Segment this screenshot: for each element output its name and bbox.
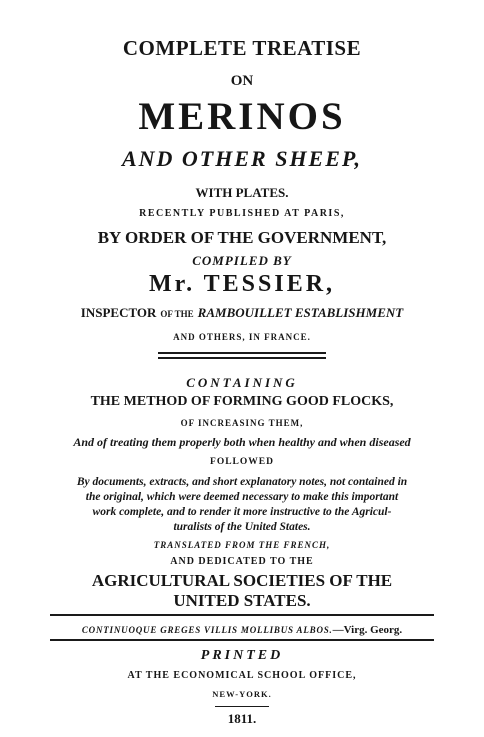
with-plates: WITH PLATES. <box>195 185 289 200</box>
documents-line-4: turalists of the United States. <box>173 521 311 533</box>
compiled-by: COMPILED BY <box>192 253 292 268</box>
quote-source: —Virg. Georg. <box>332 624 403 636</box>
double-rule <box>158 352 326 359</box>
translated-from-french: TRANSLATED FROM THE FRENCH, <box>153 540 331 550</box>
documents-line-1: By documents, extracts, and short explanatory notes, not contained in <box>76 476 408 488</box>
short-rule <box>215 706 269 707</box>
latin-quote: CONTINUOQUE GREGES VILLIS MOLLIBUS ALBOS. <box>81 625 333 635</box>
new-york: NEW-YORK. <box>212 689 272 699</box>
author-name: Mr. TESSIER, <box>148 271 336 297</box>
treating-properly: And of treating them properly both when healthy and when diseased <box>73 435 411 449</box>
containing: CONTAINING <box>186 375 298 390</box>
title-line-on: ON <box>230 73 254 89</box>
title-line-complete-treatise: COMPLETE TREATISE <box>122 36 362 60</box>
documents-line-3: work complete, and to render it more instructive to the Agricul- <box>92 506 392 518</box>
rule-below-quote <box>50 639 434 641</box>
and-others-in-france: AND OTHERS, IN FRANCE. <box>173 332 311 342</box>
rambouillet-establishment: RAMBOUILLET ESTABLISHMENT <box>197 305 404 320</box>
rule-above-quote <box>50 614 434 616</box>
recently-published: RECENTLY PUBLISHED AT PARIS, <box>139 208 345 219</box>
followed: FOLLOWED <box>210 457 274 467</box>
documents-line-2: the original, which were deemed necessary to make this important <box>85 491 399 503</box>
by-order-of-government: BY ORDER OF THE GOVERNMENT, <box>97 228 387 247</box>
printed: PRINTED <box>200 648 284 663</box>
method-of-forming-flocks: THE METHOD OF FORMING GOOD FLOCKS, <box>90 394 394 409</box>
agricultural-societies: AGRICULTURAL SOCIETIES OF THE <box>91 571 393 590</box>
title-other-sheep: AND OTHER SHEEP, <box>121 146 363 171</box>
inspector-line <box>0 305 484 321</box>
dedicated-to-the: AND DEDICATED TO THE <box>170 556 314 567</box>
of-the-word: OF THE <box>160 309 194 319</box>
latin-quote-line <box>0 621 484 637</box>
economical-school-office: AT THE ECONOMICAL SCHOOL OFFICE, <box>127 670 357 681</box>
title-merinos: MERINOS <box>138 95 346 138</box>
year: 1811. <box>227 711 257 726</box>
of-increasing-them: OF INCREASING THEM, <box>180 418 304 428</box>
united-states: UNITED STATES. <box>173 591 311 610</box>
inspector-word: INSPECTOR <box>80 305 157 320</box>
